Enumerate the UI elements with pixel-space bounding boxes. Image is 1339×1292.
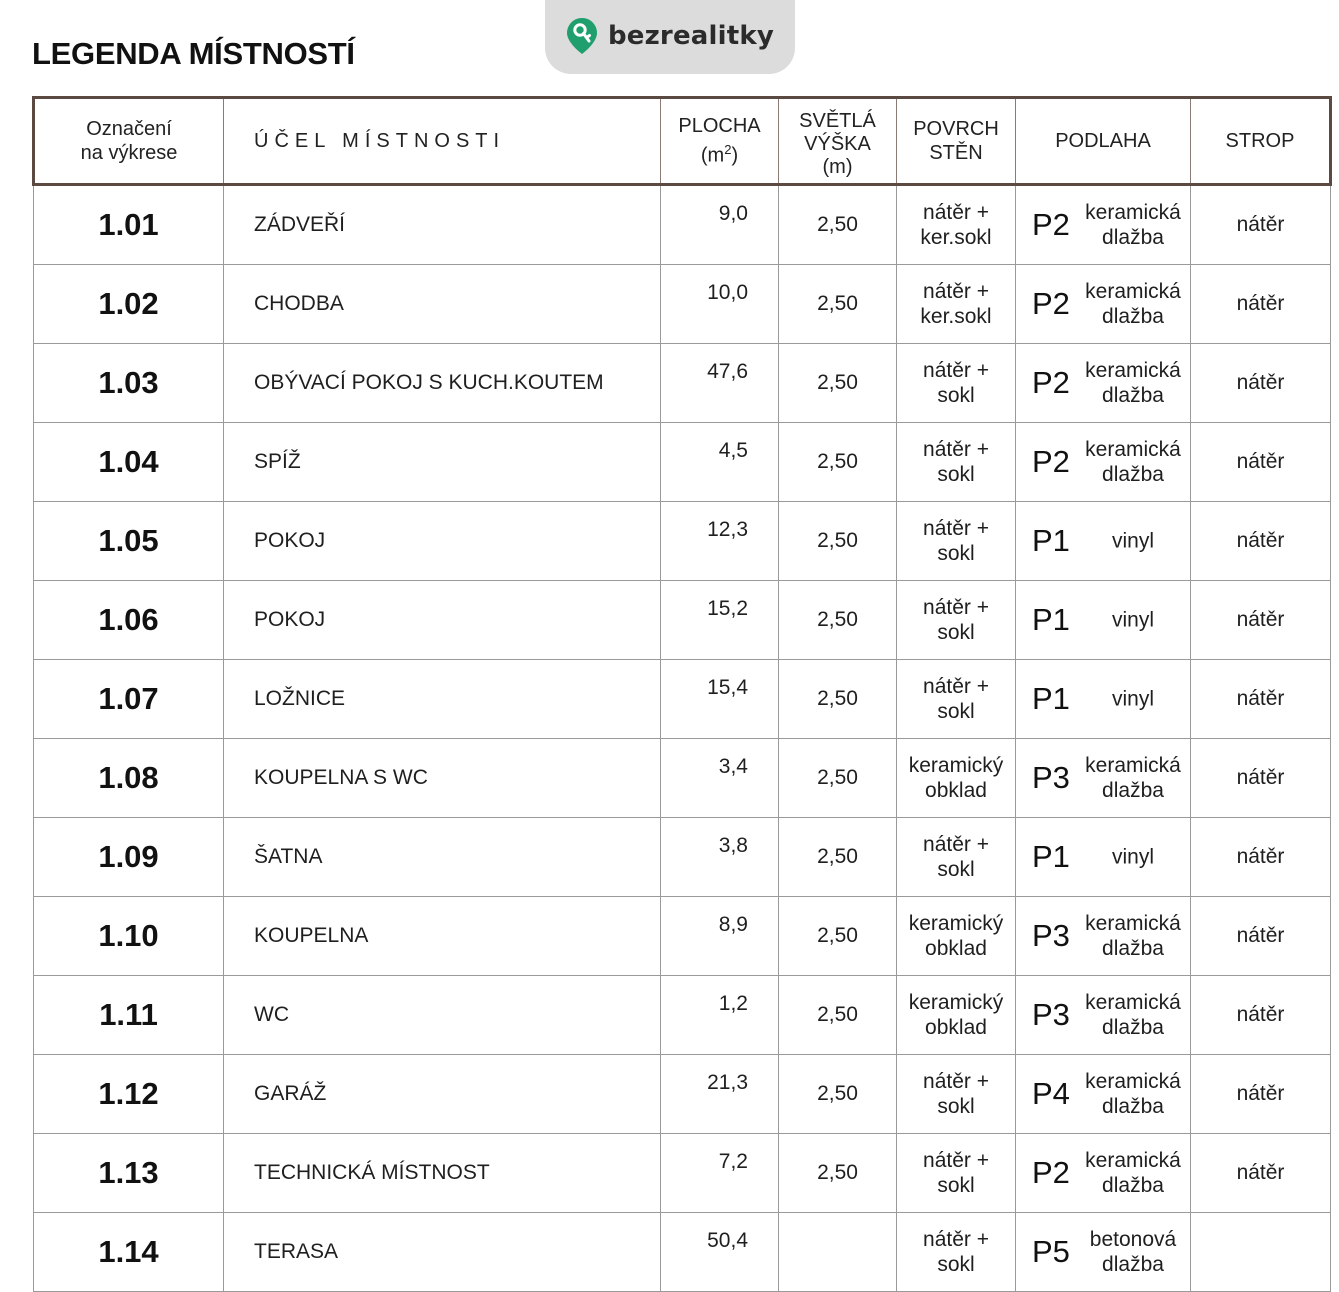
wall-surface: nátěr + sokl: [897, 1213, 1016, 1292]
table-row: [34, 739, 1331, 818]
ceiling-finish: nátěr: [1191, 265, 1331, 344]
room-area: 47,6: [661, 344, 779, 423]
floor-code: P1: [1032, 523, 1070, 558]
room-legend-table: [32, 96, 1329, 1292]
room-area: 50,4: [661, 1213, 779, 1292]
room-area: 7,2: [661, 1134, 779, 1213]
floor-description: vinyl: [1111, 608, 1154, 632]
wall-surface: nátěr + sokl: [897, 581, 1016, 660]
room-height: 2,50: [779, 1134, 897, 1213]
floor-code: P3: [1032, 760, 1070, 795]
table-header-row: [34, 98, 1331, 185]
ceiling-finish: nátěr: [1191, 897, 1331, 976]
wall-surface: keramický obklad: [897, 897, 1016, 976]
brand-badge[interactable]: [545, 0, 795, 74]
wall-surface: nátěr + sokl: [897, 344, 1016, 423]
floor-description: betonová dlažba: [1089, 1228, 1177, 1276]
table-row: [34, 423, 1331, 502]
room-code: 1.06: [34, 581, 224, 660]
floor-type: [1016, 1055, 1191, 1134]
room-purpose: LOŽNICE: [224, 660, 661, 739]
table-row: [34, 1213, 1331, 1292]
room-code: 1.05: [34, 502, 224, 581]
room-code: 1.09: [34, 818, 224, 897]
ceiling-finish: nátěr: [1191, 185, 1331, 265]
room-code: 1.12: [34, 1055, 224, 1134]
table-row: [34, 976, 1331, 1055]
room-height: 2,50: [779, 739, 897, 818]
room-code: 1.01: [34, 185, 224, 265]
room-purpose: OBÝVACÍ POKOJ S KUCH.KOUTEM: [224, 344, 661, 423]
floor-type: [1016, 423, 1191, 502]
room-height: 2,50: [779, 976, 897, 1055]
room-height: 2,50: [779, 185, 897, 265]
page-title: LEGENDA MÍSTNOSTÍ: [32, 36, 355, 71]
ceiling-finish: [1191, 1213, 1331, 1292]
room-height: 2,50: [779, 897, 897, 976]
floor-code: P2: [1032, 1155, 1070, 1190]
room-code: 1.03: [34, 344, 224, 423]
ceiling-finish: nátěr: [1191, 1134, 1331, 1213]
header-strop: STROP: [1191, 98, 1331, 185]
floor-type: [1016, 1134, 1191, 1213]
floor-description: keramická dlažba: [1085, 359, 1181, 407]
ceiling-finish: nátěr: [1191, 739, 1331, 818]
key-pin-icon: [566, 17, 598, 55]
floor-type: [1016, 818, 1191, 897]
ceiling-finish: nátěr: [1191, 344, 1331, 423]
floor-code: P2: [1032, 444, 1070, 479]
room-area: 8,9: [661, 897, 779, 976]
room-purpose: KOUPELNA: [224, 897, 661, 976]
room-height: 2,50: [779, 818, 897, 897]
header-code: Označení na výkrese: [34, 98, 224, 185]
room-code: 1.10: [34, 897, 224, 976]
header-podlaha: PODLAHA: [1016, 98, 1191, 185]
room-purpose: ZÁDVEŘÍ: [224, 185, 661, 265]
floor-type: [1016, 897, 1191, 976]
wall-surface: nátěr + ker.sokl: [897, 185, 1016, 265]
room-area: 21,3: [661, 1055, 779, 1134]
room-purpose: SPÍŽ: [224, 423, 661, 502]
floor-description: keramická dlažba: [1085, 991, 1181, 1039]
table-row: [34, 1055, 1331, 1134]
table-row: [34, 344, 1331, 423]
room-height: 2,50: [779, 344, 897, 423]
room-area: 10,0: [661, 265, 779, 344]
floor-code: P1: [1032, 602, 1070, 637]
wall-surface: nátěr + sokl: [897, 502, 1016, 581]
ceiling-finish: nátěr: [1191, 1055, 1331, 1134]
floor-type: [1016, 344, 1191, 423]
wall-surface: nátěr + sokl: [897, 1134, 1016, 1213]
room-purpose: GARÁŽ: [224, 1055, 661, 1134]
floor-type: [1016, 502, 1191, 581]
wall-surface: nátěr + sokl: [897, 818, 1016, 897]
table-row: [34, 502, 1331, 581]
floor-description: keramická dlažba: [1085, 201, 1181, 249]
room-purpose: POKOJ: [224, 581, 661, 660]
table-row: [34, 1134, 1331, 1213]
wall-surface: nátěr + sokl: [897, 1055, 1016, 1134]
floor-code: P3: [1032, 918, 1070, 953]
room-purpose: POKOJ: [224, 502, 661, 581]
floor-code: P1: [1032, 681, 1070, 716]
room-height: [779, 1213, 897, 1292]
floor-type: [1016, 581, 1191, 660]
ceiling-finish: nátěr: [1191, 581, 1331, 660]
ceiling-finish: nátěr: [1191, 423, 1331, 502]
wall-surface: nátěr + sokl: [897, 423, 1016, 502]
header-ucel: ÚČEL MÍSTNOSTI: [224, 98, 661, 185]
room-purpose: WC: [224, 976, 661, 1055]
ceiling-finish: nátěr: [1191, 818, 1331, 897]
room-purpose: KOUPELNA S WC: [224, 739, 661, 818]
table-row: [34, 897, 1331, 976]
floor-type: [1016, 976, 1191, 1055]
header-vyska: SVĚTLÁ VÝŠKA (m): [779, 98, 897, 185]
table-row: [34, 660, 1331, 739]
room-height: 2,50: [779, 581, 897, 660]
floor-description: vinyl: [1111, 687, 1154, 711]
floor-description: keramická dlažba: [1085, 754, 1181, 802]
ceiling-finish: nátěr: [1191, 502, 1331, 581]
floor-code: P5: [1032, 1234, 1070, 1269]
floor-code: P2: [1032, 365, 1070, 400]
floor-description: keramická dlažba: [1085, 1149, 1181, 1197]
floor-type: [1016, 265, 1191, 344]
room-area: 9,0: [661, 185, 779, 265]
header-plocha: PLOCHA $(m^2)$: [661, 98, 779, 185]
room-height: 2,50: [779, 1055, 897, 1134]
floor-code: P2: [1032, 207, 1070, 242]
room-code: 1.04: [34, 423, 224, 502]
floor-description: vinyl: [1111, 845, 1154, 869]
table-row: [34, 818, 1331, 897]
room-code: 1.07: [34, 660, 224, 739]
room-purpose: TERASA: [224, 1213, 661, 1292]
ceiling-finish: nátěr: [1191, 660, 1331, 739]
room-code: 1.11: [34, 976, 224, 1055]
room-height: 2,50: [779, 265, 897, 344]
floor-type: [1016, 739, 1191, 818]
room-purpose: TECHNICKÁ MÍSTNOST: [224, 1134, 661, 1213]
room-height: 2,50: [779, 423, 897, 502]
header-povrch: POVRCH STĚN: [897, 98, 1016, 185]
room-code: 1.02: [34, 265, 224, 344]
ceiling-finish: nátěr: [1191, 976, 1331, 1055]
table-row: [34, 185, 1331, 265]
room-area: 4,5: [661, 423, 779, 502]
wall-surface: keramický obklad: [897, 976, 1016, 1055]
floor-type: [1016, 1213, 1191, 1292]
floor-code: P1: [1032, 839, 1070, 874]
floor-description: keramická dlažba: [1085, 912, 1181, 960]
floor-code: P3: [1032, 997, 1070, 1032]
room-area: 12,3: [661, 502, 779, 581]
table-row: [34, 265, 1331, 344]
floor-description: keramická dlažba: [1085, 1070, 1181, 1118]
room-height: 2,50: [779, 502, 897, 581]
wall-surface: nátěr + ker.sokl: [897, 265, 1016, 344]
floor-description: keramická dlažba: [1085, 280, 1181, 328]
brand-name: bezrealitky: [607, 21, 775, 51]
wall-surface: keramický obklad: [897, 739, 1016, 818]
floor-type: [1016, 185, 1191, 265]
room-area: 3,8: [661, 818, 779, 897]
floor-code: P4: [1032, 1076, 1070, 1111]
floor-description: vinyl: [1111, 529, 1154, 553]
room-area: 15,4: [661, 660, 779, 739]
room-code: 1.14: [34, 1213, 224, 1292]
table-row: [34, 581, 1331, 660]
room-purpose: CHODBA: [224, 265, 661, 344]
room-height: 2,50: [779, 660, 897, 739]
room-area: 15,2: [661, 581, 779, 660]
room-area: 3,4: [661, 739, 779, 818]
floor-type: [1016, 660, 1191, 739]
room-code: 1.13: [34, 1134, 224, 1213]
floor-code: P2: [1032, 286, 1070, 321]
room-purpose: ŠATNA: [224, 818, 661, 897]
wall-surface: nátěr + sokl: [897, 660, 1016, 739]
room-area: 1,2: [661, 976, 779, 1055]
floor-description: keramická dlažba: [1085, 438, 1181, 486]
room-code: 1.08: [34, 739, 224, 818]
